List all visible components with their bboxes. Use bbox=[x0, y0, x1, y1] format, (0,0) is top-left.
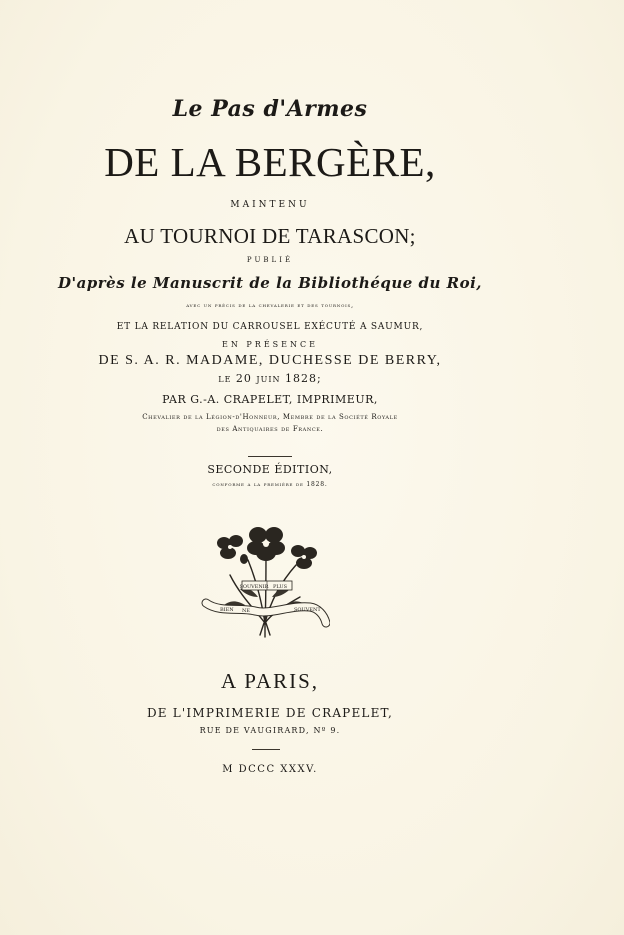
presence-label: EN PRÉSENCE bbox=[222, 340, 318, 349]
manuscrit-line: D'après le Manuscrit de la Bibliothéque du Roi, bbox=[57, 274, 483, 292]
imprint-year: M DCCC XXXV. bbox=[222, 764, 318, 775]
tournoi-line: AU TOURNOI DE TARASCON; bbox=[124, 224, 416, 248]
divider-rule bbox=[248, 456, 292, 457]
title-line-2: DE LA BERGÈRE, bbox=[104, 139, 436, 185]
banner-right-text: PLUS bbox=[272, 584, 288, 590]
banner-left-text: SOUVENIR bbox=[239, 584, 269, 590]
author-titles-line-2: des Antiquaires de France. bbox=[216, 425, 324, 433]
title-line-1: Le Pas d'Armes bbox=[172, 96, 368, 122]
imprint-address: RUE DE VAUGIRARD, Nº 9. bbox=[199, 726, 341, 735]
ribbon-right-text: SOUVENT bbox=[294, 607, 321, 613]
date-line: le 20 juin 1828; bbox=[218, 372, 322, 385]
edition-note: conforme a la première de 1828. bbox=[212, 481, 328, 488]
ribbon-left-text: BIEN bbox=[220, 607, 234, 613]
author-titles-line-1: Chevalier de la Légion-d'Honneur, Membre de la Société Royale bbox=[142, 413, 398, 421]
ribbon-mid-text: NE bbox=[242, 608, 251, 614]
imprint-city: A PARIS, bbox=[220, 669, 320, 693]
edition-line: SECONDE ÉDITION, bbox=[207, 463, 333, 476]
author-line: PAR G.-A. CRAPELET, IMPRIMEUR, bbox=[162, 393, 378, 406]
precis-line: avec un précis de la chevalerie et des tournois, bbox=[186, 302, 354, 309]
madame-line: DE S. A. R. MADAME, DUCHESSE DE BERRY, bbox=[98, 353, 442, 368]
pansy-flower-bouquet-icon bbox=[200, 515, 330, 640]
relation-line: ET LA RELATION DU CARROUSEL EXÉCUTÉ A SAUMUR, bbox=[116, 322, 424, 332]
divider-rule-small bbox=[252, 749, 280, 750]
publie-label: PUBLIÉ bbox=[246, 256, 294, 264]
maintenu-label: MAINTENU bbox=[230, 200, 310, 210]
imprint-printer: DE L'IMPRIMERIE DE CRAPELET, bbox=[146, 706, 394, 720]
